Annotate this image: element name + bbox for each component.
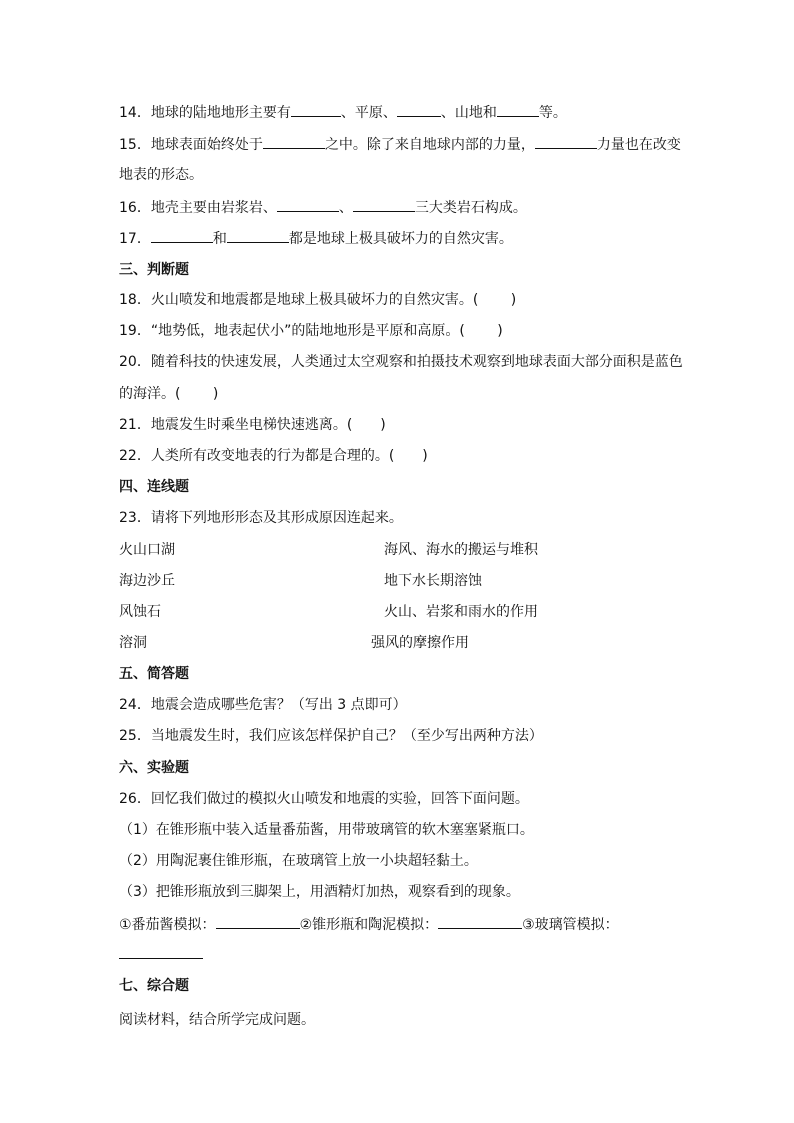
q15-text-c: 力量也在改变 [596, 137, 681, 153]
q16-text-c: 三大类岩石构成。 [414, 200, 527, 216]
match-right-1[interactable]: 海风、海水的搬运与堆积 [384, 542, 538, 558]
match-right-2[interactable]: 地下水长期溶蚀 [384, 573, 482, 589]
question-14 [119, 102, 567, 123]
question-20: 20．随着科技的快速发展，人类通过太空观察和拍摄技术观察到地球表面大部分面积是蓝色 [119, 354, 683, 370]
q14-text-c: 、山地和 [440, 105, 497, 121]
q14-blank-2[interactable] [397, 102, 441, 117]
q15-blank-1[interactable] [263, 134, 325, 149]
q16-text-a: 16．地壳主要由岩浆岩、 [119, 200, 277, 216]
match-right-3[interactable]: 火山、岩浆和雨水的作用 [384, 604, 538, 620]
q16-blank-2[interactable] [353, 197, 415, 212]
question-18: 18．火山喷发和地震都是地球上极具破坏力的自然灾害。( ) [119, 292, 517, 308]
q17-text-a: 17． [119, 231, 151, 247]
q16-blank-1[interactable] [277, 197, 339, 212]
answer-3-blank[interactable] [119, 958, 203, 959]
match-left-2[interactable]: 海边沙丘 [119, 573, 175, 589]
answer-1-blank[interactable] [216, 914, 300, 929]
question-16 [119, 197, 527, 218]
q17-text-b: 和 [212, 231, 227, 247]
section-5-title: 五、简答题 [119, 666, 189, 682]
question-25: 25．当地震发生时，我们应该怎样保护自己？（至少写出两种方法） [119, 728, 543, 744]
q14-blank-3[interactable] [497, 102, 539, 117]
question-20-cont: 的海洋。( ) [119, 386, 219, 402]
q14-text-b: 、平原、 [340, 105, 397, 121]
question-19: 19．“地势低，地表起伏小”的陆地地形是平原和高原。( ) [119, 323, 503, 339]
q17-text-c: 都是地球上极具破坏力的自然灾害。 [288, 231, 513, 247]
q16-text-b: 、 [338, 200, 353, 216]
section-7-title: 七、综合题 [119, 978, 189, 994]
q15-text-b: 之中。除了来自地球内部的力量， [324, 137, 535, 153]
answer-2-blank[interactable] [438, 914, 522, 929]
question-21: 21．地震发生时乘坐电梯快速逃离。( ) [119, 417, 386, 433]
question-23: 23．请将下列地形形态及其形成原因连起来。 [119, 510, 403, 526]
answer-1-label: ①番茄酱模拟： [119, 917, 216, 933]
question-26: 26．回忆我们做过的模拟火山喷发和地震的实验，回答下面问题。 [119, 791, 529, 807]
match-left-3[interactable]: 风蚀石 [119, 604, 161, 620]
question-22: 22．人类所有改变地表的行为都是合理的。( ) [119, 448, 428, 464]
section-4-title: 四、连线题 [119, 479, 189, 495]
answer-3-label: ③玻璃管模拟： [522, 917, 619, 933]
q15-blank-2[interactable] [535, 134, 597, 149]
q17-blank-1[interactable] [151, 228, 213, 243]
q14-blank-1[interactable] [291, 102, 341, 117]
question-17 [119, 228, 513, 249]
answer-2-label: ②锥形瓶和陶泥模拟： [299, 917, 439, 933]
question-26-step-2: （2）用陶泥裹住锥形瓶，在玻璃管上放一小块超轻黏土。 [119, 853, 478, 869]
match-left-4[interactable]: 溶洞 [119, 635, 147, 651]
q15-text-a: 15．地球表面始终处于 [119, 137, 263, 153]
question-15-cont: 地表的形态。 [119, 167, 203, 183]
q14-text-a: 14．地球的陆地地形主要有 [119, 105, 291, 121]
section-6-title: 六、实验题 [119, 760, 189, 776]
section-3-title: 三、判断题 [119, 262, 189, 278]
question-24: 24．地震会造成哪些危害？（写出 3 点即可） [119, 697, 407, 713]
question-15 [119, 134, 681, 155]
match-left-1[interactable]: 火山口湖 [119, 542, 175, 558]
match-right-4[interactable]: 强风的摩擦作用 [371, 635, 469, 651]
section-7-intro: 阅读材料，结合所学完成问题。 [119, 1012, 315, 1028]
question-26-step-1: （1）在锥形瓶中装入适量番茄酱，用带玻璃管的软木塞塞紧瓶口。 [119, 822, 534, 838]
question-26-step-3: （3）把锥形瓶放到三脚架上，用酒精灯加热，观察看到的现象。 [119, 884, 520, 900]
q14-text-d: 等。 [538, 105, 567, 121]
question-26-answers [119, 914, 619, 935]
q17-blank-2[interactable] [227, 228, 289, 243]
